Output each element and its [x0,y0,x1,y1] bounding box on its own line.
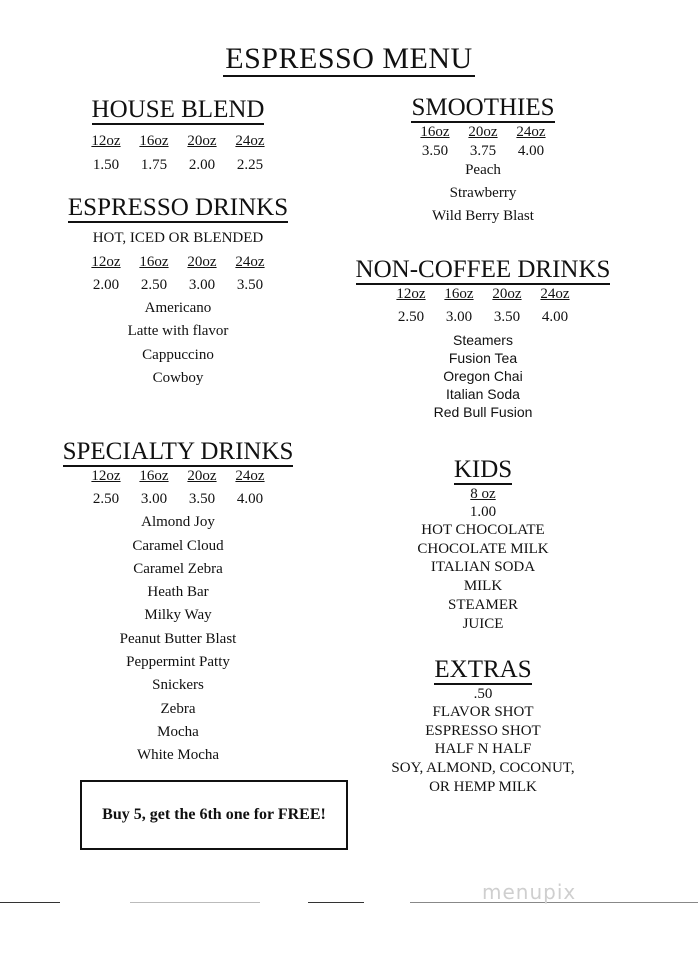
menu-item: Caramel Zebra [133,561,223,577]
price: 2.50 [397,309,425,325]
footer-divider [130,902,260,903]
size-label: 16oz [139,133,169,149]
footer-divider [0,902,60,903]
size-label: 24oz [235,133,265,149]
size-label: 16oz [444,286,474,302]
smoothies-sizes [338,124,628,141]
price: 3.50 [236,277,264,293]
menu-item: HALF N HALF [434,741,532,757]
house-blend-heading: HOUSE BLEND [91,96,265,123]
price: 2.50 [92,491,120,507]
specialty-sizes [30,468,326,485]
price: 3.75 [469,143,497,159]
espresso-prices [30,277,326,294]
menu-item: Steamers [453,332,513,348]
menu-item: STEAMER [447,597,518,613]
price: 2.00 [92,277,120,293]
menu-item: Snickers [152,677,204,693]
kids-heading: KIDS [453,456,513,483]
espresso-subheading: HOT, ICED OR BLENDED [92,230,264,246]
price: 3.00 [140,491,168,507]
size-label: 20oz [187,468,217,484]
menu-item: Peppermint Patty [126,654,230,670]
extras-heading: EXTRAS [434,656,532,683]
menu-item: Fusion Tea [448,350,518,366]
menu-item: Italian Soda [446,386,520,402]
menu-item: HOT CHOCOLATE [421,522,545,538]
menu-item: Wild Berry Blast [432,208,534,224]
price: 1.50 [92,157,120,173]
size-label: 16oz [139,468,169,484]
price: 3.50 [188,491,216,507]
menu-item: CHOCOLATE MILK [417,541,549,557]
non-coffee-sizes [338,286,628,303]
menu-item: Strawberry [449,185,517,201]
menu-item: Heath Bar [147,584,209,600]
price: 3.00 [445,309,473,325]
price: 2.25 [236,157,264,173]
size-label: 20oz [187,133,217,149]
menu-item: Milky Way [144,607,212,623]
price: 3.00 [188,277,216,293]
size-label: 12oz [91,468,121,484]
footer-divider [308,902,364,903]
non-coffee-prices [338,309,628,326]
kids-price: 1.00 [469,504,497,520]
specialty-prices [30,491,326,508]
espresso-sizes [30,254,326,271]
menu-item: Mocha [157,724,199,740]
size-label: 16oz [139,254,169,270]
menu-item: ITALIAN SODA [430,559,536,575]
menu-item: Cappuccino [142,347,214,363]
price: 3.50 [421,143,449,159]
menu-item: Oregon Chai [443,368,523,384]
size-label: 16oz [420,124,450,140]
right-column [338,0,628,960]
size-label: 12oz [91,133,121,149]
non-coffee-heading: NON-COFFEE DRINKS [355,256,611,283]
smoothies-prices [338,143,628,160]
menu-item: Peanut Butter Blast [119,631,237,647]
price: 4.00 [517,143,545,159]
price: 3.50 [493,309,521,325]
menu-item: White Mocha [136,747,220,763]
price: 1.75 [140,157,168,173]
menu-item: FLAVOR SHOT [432,704,534,720]
menu-item: JUICE [462,616,504,632]
price: 2.50 [140,277,168,293]
menu-item: SOY, ALMOND, COCONUT, [391,760,575,776]
price: 2.00 [188,157,216,173]
specialty-heading: SPECIALTY DRINKS [62,438,294,465]
size-label: 24oz [540,286,570,302]
kids-size: 8 oz [470,486,496,502]
menu-item: Red Bull Fusion [433,404,533,420]
menu-item: Peach [465,162,501,178]
price: 4.00 [236,491,264,507]
price: 4.00 [541,309,569,325]
menu-item: MILK [463,578,503,594]
menu-item: ESPRESSO SHOT [425,723,541,739]
menu-item: Zebra [160,701,196,717]
menu-item: Latte with flavor [127,323,229,339]
menu-item: OR HEMP MILK [429,779,537,795]
espresso-heading: ESPRESSO DRINKS [67,194,289,221]
extras-price: .50 [473,686,493,702]
smoothies-heading: SMOOTHIES [411,94,555,121]
size-label: 12oz [396,286,426,302]
size-label: 20oz [187,254,217,270]
house-blend-sizes [30,133,326,150]
house-blend-prices [30,157,326,174]
size-label: 24oz [235,254,265,270]
size-label: 24oz [235,468,265,484]
promo-box: Buy 5, get the 6th one for FREE! [80,780,348,850]
menu-item: Caramel Cloud [132,538,224,554]
page-title: ESPRESSO MENU [225,42,473,75]
size-label: 20oz [468,124,498,140]
size-label: 20oz [492,286,522,302]
menu-item: Cowboy [152,370,204,386]
menu-item: Almond Joy [141,514,215,530]
watermark: menupix [482,880,577,904]
menu-item: Americano [144,300,212,316]
size-label: 24oz [516,124,546,140]
size-label: 12oz [91,254,121,270]
